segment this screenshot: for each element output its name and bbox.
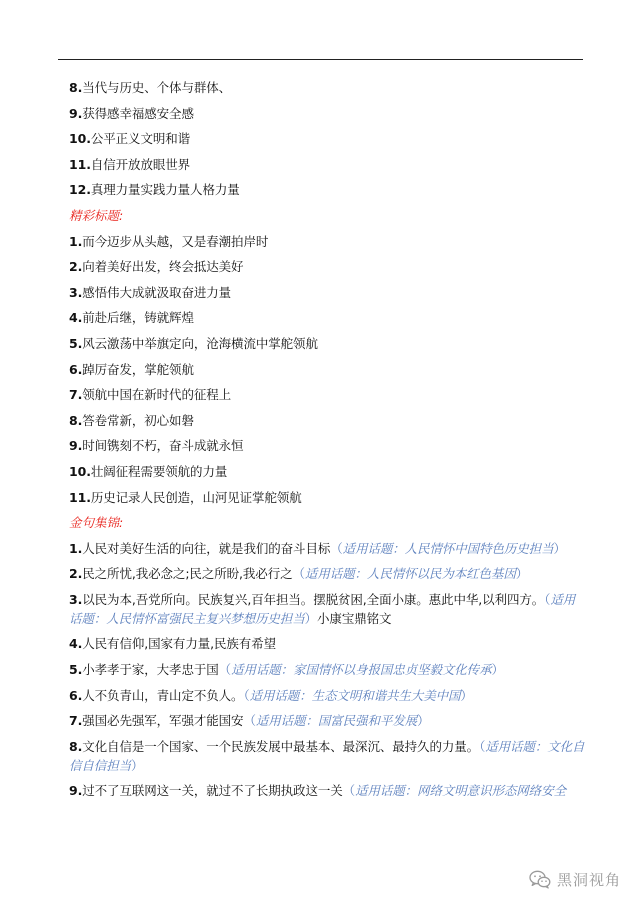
item-number: 9. (69, 438, 83, 454)
item-number: 2. (69, 259, 83, 275)
list-item (69, 104, 587, 123)
list-item (69, 488, 587, 507)
item-number: 3. (69, 591, 83, 607)
list-item (69, 436, 587, 455)
item-text: 前赴后继，铸就辉煌 (82, 310, 194, 326)
list-item (69, 360, 587, 379)
item-number: 11. (69, 489, 91, 505)
item-text: 踔厉奋发，掌舵领航 (82, 361, 194, 377)
watermark (529, 869, 621, 890)
item-number: 8. (69, 412, 83, 428)
topic-tag: （适用话题：文化自信自信担当） (69, 738, 585, 773)
list-item (69, 155, 587, 174)
item-text: 领航中国在新时代的征程上 (82, 387, 232, 403)
topic-tag: （适用话题：生态文明和谐共生大美中国） (243, 687, 473, 703)
item-number: 1. (69, 540, 83, 556)
item-number: 10. (69, 463, 91, 479)
list-item (69, 308, 587, 327)
item-text: 风云激荡中举旗定向，沧海横流中掌舵领航 (82, 335, 318, 351)
topic-tag: （适用话题：人民情怀以民为本红色基因） (292, 566, 529, 582)
quote-text: 强国必先强军，军强才能国安 (82, 713, 244, 729)
topic-tag: （适用话题：人民情怀中国特色历史担当） (330, 540, 566, 556)
item-text: 时间镌刻不朽，奋斗成就永恒 (82, 438, 244, 454)
item-number: 5. (69, 335, 83, 351)
item-text: 获得感幸福感安全感 (82, 105, 194, 121)
section-heading-quotes: 金句集锦: (69, 515, 124, 531)
quote-item (69, 564, 587, 583)
list-item (69, 283, 587, 302)
list-item (69, 129, 587, 148)
item-number: 9. (69, 105, 83, 121)
quote-item (69, 590, 587, 628)
item-number: 3. (69, 284, 83, 300)
quote-text: 民之所忧,我必念之;民之所盼,我必行之 (82, 566, 293, 582)
top-rule (58, 59, 583, 60)
item-text: 感悟伟大成就汲取奋进力量 (82, 284, 232, 300)
topic-tag: （适用话题：国富民强和平发展） (243, 713, 430, 729)
quote-text: 人民对美好生活的向往，就是我们的奋斗目标 (82, 540, 331, 556)
quote-item (69, 711, 587, 730)
quote-text: 人民有信仰,国家有力量,民族有希望 (82, 636, 276, 652)
topic-tag: （适用话题：人民情怀富强民主复兴梦想历史担当） (69, 591, 576, 626)
list-continued (69, 78, 587, 199)
item-number: 12. (69, 182, 91, 198)
list-item (69, 334, 587, 353)
item-number: 10. (69, 131, 91, 147)
quote-text: 过不了互联网这一关，就过不了长期执政这一关 (82, 783, 343, 799)
quotes-list (69, 539, 587, 801)
quote-item (69, 539, 587, 558)
list-item (69, 180, 587, 199)
item-number: 11. (69, 156, 91, 172)
quote-text: 小孝孝于家，大孝忠于国 (82, 662, 219, 678)
watermark-text: 黑洞视角 (556, 871, 621, 889)
item-text: 自信开放放眼世界 (90, 156, 191, 172)
item-number: 1. (69, 233, 83, 249)
item-number: 9. (69, 783, 83, 799)
list-item (69, 232, 587, 251)
topic-tag: （适用话题：家国情怀以身报国忠贞坚毅文化传承） (218, 662, 504, 678)
list-item (69, 462, 587, 481)
list-item (69, 411, 587, 430)
quote-text: 人不负青山，青山定不负人。 (82, 687, 244, 703)
item-text: 当代与历史、个体与群体、 (82, 80, 232, 95)
item-number: 6. (69, 687, 83, 703)
item-number: 4. (69, 310, 83, 326)
item-number: 8. (69, 80, 83, 95)
item-number: 6. (69, 361, 83, 377)
quote-item (69, 660, 587, 679)
item-text: 真理力量实践力量人格力量 (90, 182, 240, 198)
item-number: 2. (69, 566, 83, 582)
item-text: 而今迈步从头越，又是春潮拍岸时 (82, 233, 269, 249)
item-text: 答卷常新，初心如磐 (82, 412, 194, 428)
wechat-icon (529, 870, 551, 889)
item-number: 7. (69, 387, 83, 403)
quote-item (69, 686, 587, 705)
list-item (69, 385, 587, 404)
document-body (69, 78, 587, 807)
item-number: 4. (69, 636, 83, 652)
quote-item (69, 737, 587, 775)
item-text: 壮阔征程需要领航的力量 (90, 463, 228, 479)
quote-source: 小康宝鼎铭文 (317, 610, 392, 626)
item-text: 公平正义文明和谐 (90, 131, 191, 147)
quote-item (69, 634, 587, 653)
list-item (69, 257, 587, 276)
topic-tag: （适用话题：网络文明意识形态网络安全 (342, 783, 566, 799)
item-text: 历史记录人民创造，山河见证掌舵领航 (90, 489, 302, 505)
item-text: 向着美好出发，终会抵达美好 (82, 259, 244, 275)
list-item (69, 78, 587, 97)
quote-item (69, 781, 587, 800)
item-number: 5. (69, 662, 83, 678)
item-number: 8. (69, 738, 83, 754)
quote-text: 文化自信是一个国家、一个民族发展中最基本、最深沉、最持久的力量。 (82, 738, 480, 754)
titles-list (69, 232, 587, 507)
quote-text: 以民为本,吾党所向。民族复兴,百年担当。摆脱贫困,全面小康。惠此中华,以利四方。 (82, 591, 545, 607)
item-number: 7. (69, 713, 83, 729)
section-heading-titles: 精彩标题: (69, 207, 124, 223)
